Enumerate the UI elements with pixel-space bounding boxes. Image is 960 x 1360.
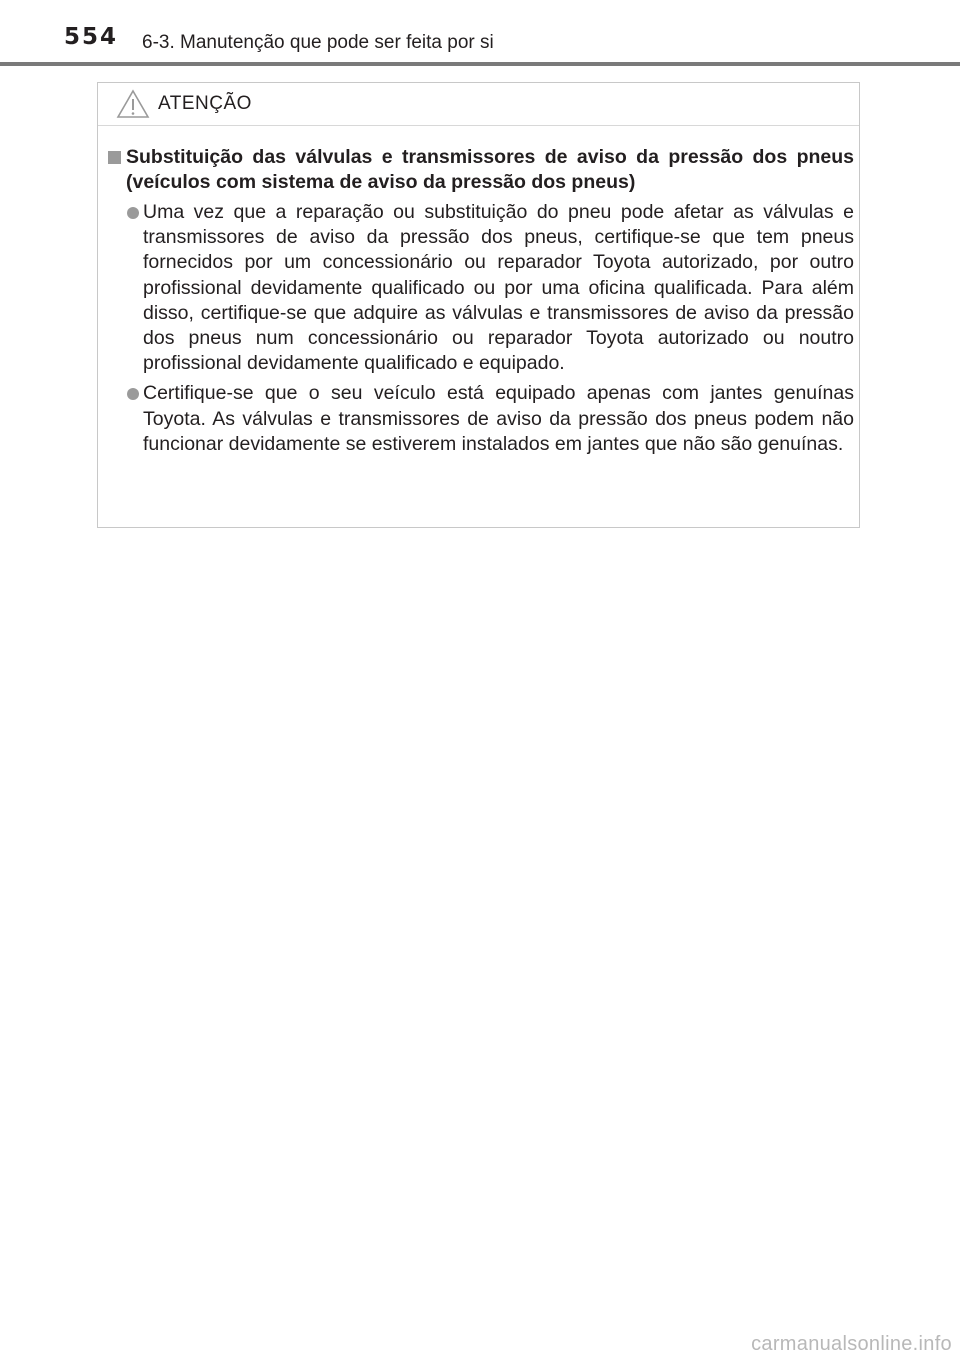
chapter-title: 6-3. Manutenção que pode ser feita por si (142, 32, 494, 53)
list-item (108, 200, 854, 376)
warning-triangle-icon (116, 89, 150, 119)
watermark-text: carmanualsonline.info (751, 1333, 952, 1355)
warning-section (108, 145, 854, 457)
circle-bullet-icon (127, 207, 139, 219)
page-header (0, 0, 960, 64)
list-item-text: Certifique-se que o seu veículo está equipado apenas com jantes genuínas Toyota. As válvulas e transmissores de aviso da pressão dos pneus podem não funcionar devidamente se estiverem instalados em jantes que não são genuínas. (143, 382, 854, 455)
section-heading-text: Substituição das válvulas e transmissores de aviso da pressão dos pneus (veículos com sistema de aviso da pressão dos pneus) (126, 146, 854, 193)
section-heading (108, 145, 854, 195)
header-divider (0, 62, 960, 66)
warning-title: ATENÇÃO (158, 93, 252, 114)
square-bullet-icon (108, 151, 121, 164)
list-item-text: Uma vez que a reparação ou substituição do pneu pode afetar as válvulas e transmissores de aviso da pressão dos pneus, certifique-se que tem pneus fornecidos por um concessionário ou reparador Toyota autorizado, por outro profissional devidamente qualificado ou por uma oficina qualificada. Para além disso, certifique-se que adquire as válvulas e transmissores de aviso da pressão dos pneus num concessionário ou reparador Toyota autorizado ou noutro profissional devidamente qualificado e equipado. (143, 201, 854, 375)
page-number: 554 (64, 24, 119, 50)
list-item (108, 381, 854, 457)
warning-box (97, 82, 860, 528)
warning-header (98, 83, 859, 126)
circle-bullet-icon (127, 388, 139, 400)
